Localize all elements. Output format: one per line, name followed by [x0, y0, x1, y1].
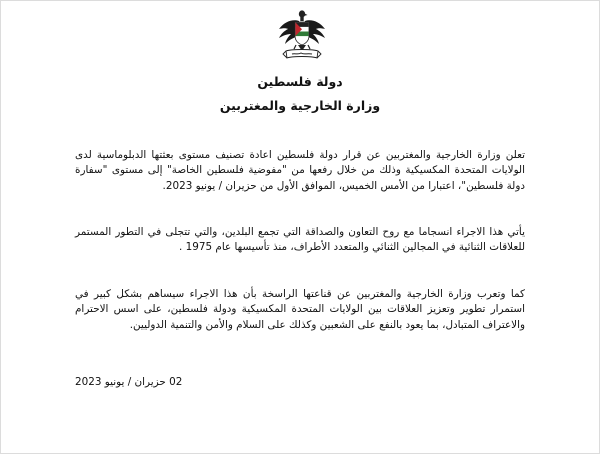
- ministry-name-heading: وزارة الخارجية والمغتربين: [219, 98, 381, 113]
- paragraph-cooperation: يأتي هذا الاجراء انسجاما مع روح التعاون والصداقة التي تجمع البلدين، والتي تتجلى في التطور المستمر للعلاقات الثنائية في المجالين الثنائي والمتعدد الأطراف، منذ تأسيسها عام 1975 .: [75, 226, 525, 254]
- state-name-heading: دولة فلسطين: [257, 74, 343, 89]
- paragraph-announcement: تعلن وزارة الخارجية والمغتربين عن قرار دولة فلسطين اعادة تصنيف مستوى بعثتها الدبلوماسية لدى الولايات المتحدة المكسيكية وذلك من خلال رفعها من "مفوضية فلسطين الخاصة" إلى مستوى "سفارة دولة فلسطين"، اعتبارا من الأمس الخميس، الموافق الأول من حزيران / يونيو 2023.: [75, 149, 525, 192]
- paragraph-conviction: كما وتعرب وزارة الخارجية والمغتربين عن قناعتها الراسخة بأن هذا الاجراء سيساهم بشكل كبير في استمرار تطوير وتعزيز العلاقات بين الولايات المتحدة المكسيكية ودولة فلسطين، على اسس الاحترام والاعتراف المتبادل، بما يعود بالنفع على الشعبين وكذلك على السلام والأمن والتنمية الدوليين.: [75, 288, 525, 331]
- palestine-eagle-emblem-icon: [277, 7, 327, 67]
- document-date: 02 حزيران / يونيو 2023: [75, 376, 183, 388]
